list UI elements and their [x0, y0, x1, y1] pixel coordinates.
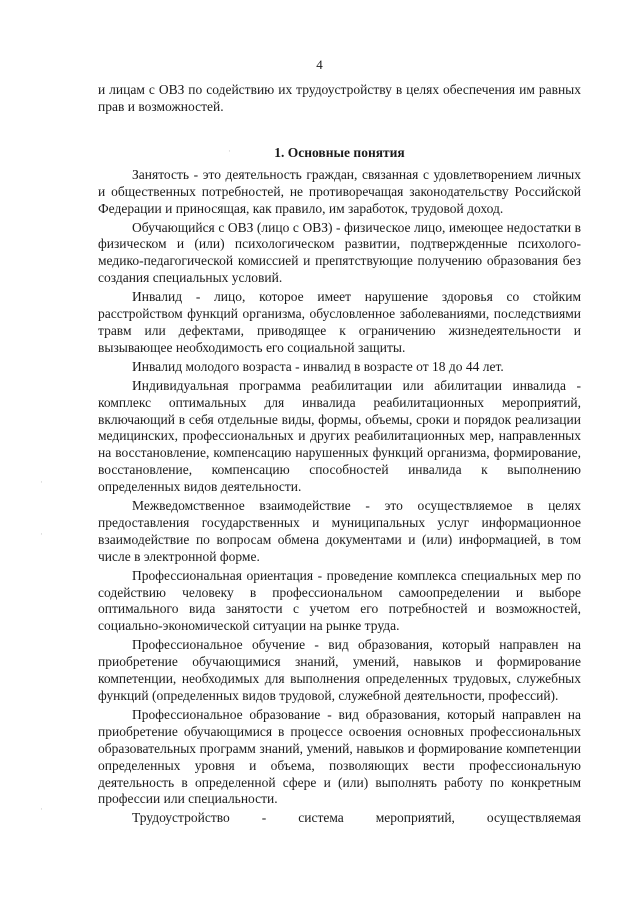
paragraph-employment-assistance-start — [98, 810, 581, 827]
document-body — [98, 82, 581, 827]
section-title: 1. Основные понятия — [274, 144, 405, 160]
paragraph-disabled: Инвалид - лицо, которое имеет нарушение здоровья со стойким расстройством функций организма, обусловленное заболеваниями, последствиями травм или дефектами, приводящее к ограничению жизнедеятельности и вызывающее необходимость его социальной защиты. — [98, 289, 581, 355]
scan-speck: · — [40, 805, 43, 815]
scan-speck: · — [40, 530, 43, 540]
paragraph-career-guidance: Профессиональная ориентация - проведение комплекса специальных мер по содействию человеку в профессиональном самоопределении и выборе оптимального вида занятости с учетом его потребностей и возможностей, социально-экономической ситуации на рынке труда. — [98, 567, 581, 634]
paragraph-employment: Занятость - это деятельность граждан, связанная с удовлетворением личных и общественных потребностей, не противоречащая законодательству Российской Федерации и приносящая, как правило, им заработок, трудовой доход. — [98, 166, 581, 216]
scan-speck: · — [228, 147, 231, 157]
last-line-word: мероприятий, — [375, 810, 455, 826]
paragraph-rehab-program: Индивидуальная программа реабилитации или абилитации инвалида - комплекс оптимальных для инвалида реабилитационных мероприятий, включающий в себя отдельные виды, формы, объемы, сроки и порядок реализации медицинских, профессиональных и других реабилитационных мер, направленных на восстановление, компенсацию нарушенных функций организма, формирование, восстановление, компенсацию способностей инвалида к выполнению определенных видов деятельности. — [98, 377, 581, 495]
last-line-word: осуществляемая — [486, 810, 581, 826]
scan-speck: · — [40, 478, 43, 488]
paragraph-student-ovz: Обучающийся с ОВЗ (лицо с ОВЗ) - физическое лицо, имеющее недостатки в физическом и (или) психологическом развитии, подтвержденные психолого-медико-педагогической комиссией и препятствующие получению образования без создания специальных условий. — [98, 219, 581, 286]
paragraph-vocational-education: Профессиональное образование - вид образования, который направлен на приобретение обучающимися в процессе освоения основных профессиональных образовательных программ знаний, умений, навыков и формирование компетенции определенных уровня и объема, позволяющих вести профессиональную деятельность в определенной сфере и (или) выполнять работу по конкретным профессии или специальности. — [98, 706, 581, 807]
paragraph-vocational-training: Профессиональное обучение - вид образования, который направлен на приобретение обучающимися знаний, умений, навыков и формирование компетенции, необходимых для выполнения определенных трудовых, служебных функций (определенных видов трудовой, служебной деятельности, профессий). — [98, 637, 581, 703]
paragraph-young-disabled: Инвалид молодого возраста - инвалид в возрасте от 18 до 44 лет. — [132, 358, 504, 374]
last-line-word: Трудоустройство — [132, 810, 230, 826]
last-line-word: - — [261, 810, 267, 826]
paragraph-interagency: Межведомственное взаимодействие - это осуществляемое в целях предоставления государственных и муниципальных услуг информационное взаимодействие по вопросам обмена документами и (или) информацией, в том числе в электронной форме. — [98, 498, 581, 564]
intro-paragraph: и лицам с ОВЗ по содействию их трудоустройству в целях обеспечения им равных прав и возможностей. — [98, 82, 581, 114]
page-number: 4 — [316, 57, 323, 72]
last-line-word: система — [298, 810, 344, 826]
